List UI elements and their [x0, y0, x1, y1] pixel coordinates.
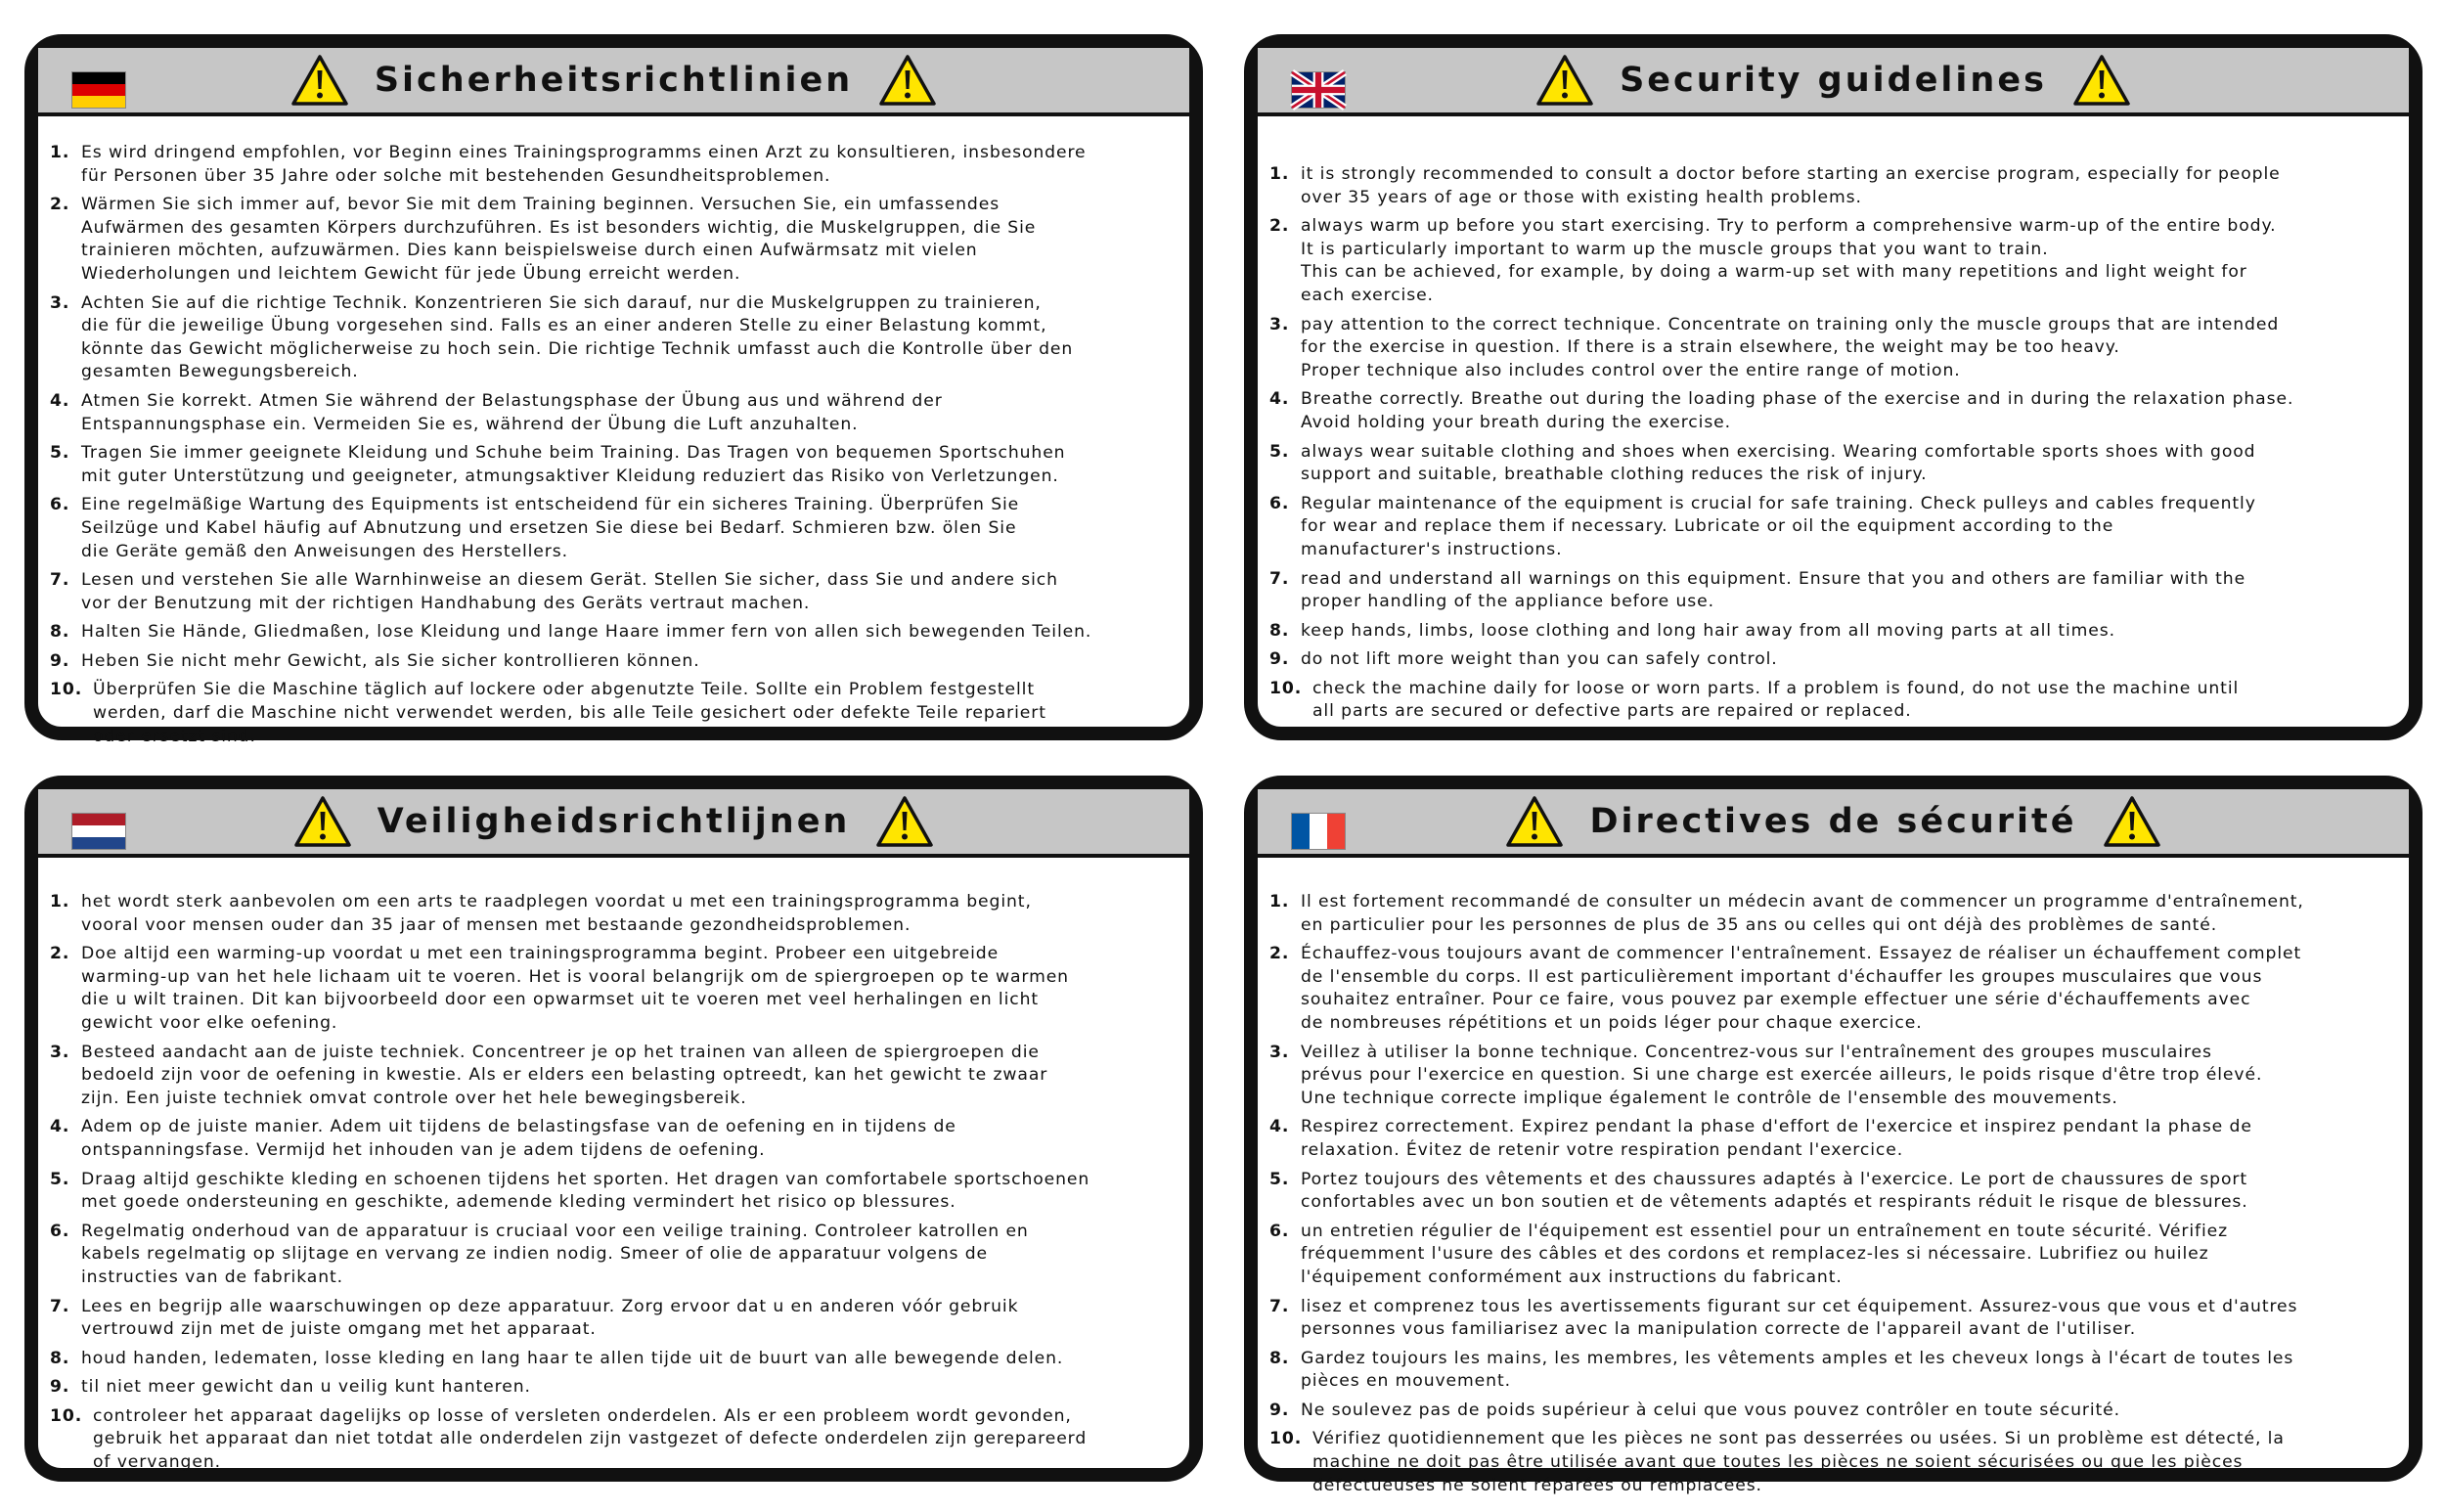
guideline-text: Besteed aandacht aan de juiste techniek. Concentreer je op het trainen van alleen de spiergroepen die bedoeld zijn voor de oefening in kwestie. Als er elders een belasting optreedt, kan het gewicht te zwaar zijn. Een juiste techniek omvat controle over het hele bewegingsbereik.: [81, 1042, 1048, 1108]
guideline-text: Gardez toujours les mains, les membres, les vêtements amples et les cheveux longs à l'écart de toutes les pièces en mouvement.: [1301, 1348, 2294, 1392]
guideline-item: [50, 1169, 1176, 1215]
guideline-number: 4.: [50, 390, 70, 411]
warning-icon: [290, 54, 349, 107]
guideline-item: [50, 1405, 1176, 1475]
guideline-text: check the machine daily for loose or worn parts. If a problem is found, do not use the machine until all parts are secured or defective parts are repaired or replaced.: [1312, 678, 2240, 722]
panel-header: [1258, 48, 2409, 116]
guideline-number: 10.: [50, 1405, 83, 1426]
guideline-number: 1.: [1269, 892, 1290, 912]
guideline-number: 9.: [1269, 1400, 1290, 1420]
guideline-number: 5.: [50, 1169, 70, 1189]
guideline-number: 2.: [50, 195, 70, 215]
guideline-text: Lees en begrijp alle waarschuwingen op deze apparatuur. Zorg ervoor dat u en anderen vóór gebruik vertrouwd zijn met de juiste omgang met het apparaat.: [81, 1296, 1019, 1340]
guideline-number: 5.: [50, 443, 70, 464]
guideline-text: it is strongly recommended to consult a doctor before starting an exercise program, especially for people over 35 years of age or those with existing health problems.: [1301, 164, 2281, 207]
guideline-number: 5.: [1269, 441, 1290, 462]
guideline-number: 10.: [1269, 678, 1303, 698]
guideline-list: [1269, 891, 2395, 1503]
guideline-number: 9.: [50, 1377, 70, 1398]
guideline-number: 6.: [50, 1221, 70, 1241]
guideline-item: [1269, 891, 2395, 937]
guideline-text: til niet meer gewicht dan u veilig kunt hanteren.: [81, 1377, 531, 1398]
guideline-text: Draag altijd geschikte kleding en schoenen tijdens het sporten. Het dragen van comfortabele sportschoenen met goede ondersteuning en geschikte, ademende kleding vermindert het risico op blessures.: [81, 1169, 1090, 1213]
guideline-number: 6.: [50, 495, 70, 515]
guideline-item: [1269, 1169, 2395, 1215]
guideline-text: always warm up before you start exercising. Try to perform a comprehensive warm-up of the entire body. It is particularly important to warm up the muscle groups that you want to train. This can be achieved, for example, by doing a warm-up set with many repetitions and light weight for each exercise.: [1301, 216, 2277, 305]
guideline-list: [50, 142, 1176, 754]
guideline-item: [1269, 1400, 2395, 1423]
warning-icon: [878, 54, 937, 107]
guideline-number: 3.: [1269, 1042, 1290, 1062]
guideline-item: [1269, 1116, 2395, 1162]
guideline-number: 10.: [1269, 1429, 1303, 1449]
guideline-text: Ne soulevez pas de poids supérieur à celui que vous pouvez contrôler en toute sécurité.: [1301, 1400, 2120, 1420]
guideline-number: 3.: [1269, 314, 1290, 334]
guideline-item: [1269, 215, 2395, 307]
guideline-text: houd handen, ledematen, losse kleding en lang haar te allen tijde uit de buurt van alle bewegende delen.: [81, 1348, 1064, 1368]
guideline-item: [50, 1348, 1176, 1371]
guideline-item: [1269, 314, 2395, 383]
guideline-number: 1.: [50, 143, 70, 162]
guideline-item: [50, 142, 1176, 188]
guideline-number: 6.: [1269, 493, 1290, 513]
guideline-text: Wärmen Sie sich immer auf, bevor Sie mit dem Training beginnen. Versuchen Sie, ein umfassendes Aufwärmen des gesamten Körpers durchzuführen. Es ist besonders wichtig, die Muskelgruppen, die Sie trainieren möchten, aufzuwärmen. Dies kann beispielsweise durch einen Aufwärmsatz mit vielen Wiederholungen und leichtem Gewicht für jede Übung erreicht werden.: [81, 195, 1037, 284]
guideline-text: read and understand all warnings on this equipment. Ensure that you and others are familiar with the proper handling of the appliance before use.: [1301, 568, 2246, 612]
panel-english: [1244, 34, 2423, 740]
guideline-text: keep hands, limbs, loose clothing and long hair away from all moving parts at all times.: [1301, 620, 2115, 641]
panel-french: [1244, 776, 2423, 1495]
guideline-text: Heben Sie nicht mehr Gewicht, als Sie sicher kontrollieren können.: [81, 650, 700, 671]
panel-header: [38, 789, 1189, 858]
panel-german: [24, 34, 1203, 746]
warning-icon: [2103, 795, 2161, 848]
guideline-item: [50, 390, 1176, 436]
panel-title: Directives de sécurité: [1589, 802, 2077, 841]
guideline-item: [1269, 163, 2395, 209]
guideline-number: 7.: [50, 570, 70, 591]
panel-title: Veiligheidsrichtlijnen: [377, 802, 851, 841]
guideline-number: 2.: [50, 944, 70, 964]
guideline-text: un entretien régulier de l'équipement est essentiel pour un entraînement en toute sécurité. Vérifiez fréquemment l'usure des câbles et des cordons et remplacez-les si nécessaire. Lubrifiez ou huilez l'équipement conformément aux instructions du fabricant.: [1301, 1221, 2229, 1287]
guideline-number: 6.: [1269, 1221, 1290, 1241]
guideline-item: [1269, 620, 2395, 644]
guideline-item: [50, 194, 1176, 286]
guideline-item: [1269, 1221, 2395, 1290]
guideline-number: 5.: [1269, 1169, 1290, 1189]
panel-header: [1258, 789, 2409, 858]
guideline-text: Lesen und verstehen Sie alle Warnhinweise an diesem Gerät. Stellen Sie sicher, dass Sie und andere sich vor der Benutzung mit der richtigen Handhabung des Geräts vertraut machen.: [81, 570, 1058, 613]
guideline-text: Regular maintenance of the equipment is crucial for safe training. Check pulleys and cables frequently for wear and replace them if necessary. Lubricate or oil the equipment according to the manufacturer's instructions.: [1301, 493, 2256, 559]
panel-title: Security guidelines: [1620, 61, 2047, 100]
guideline-text: Überprüfen Sie die Maschine täglich auf lockere oder abgenutzte Teile. Sollte ein Problem festgestellt werden, darf die Maschine nicht verwendet werden, bis alle Teile gesichert oder defekte Teile repariert oder ersetzt sind.: [93, 680, 1046, 746]
guideline-text: Respirez correctement. Expirez pendant la phase d'effort de l'exercice et inspirez pendant la phase de relaxation. Évitez de retenir votre respiration pendant l'exercice.: [1301, 1117, 2252, 1160]
warning-icon: [1505, 795, 1564, 848]
guideline-number: 4.: [1269, 389, 1290, 410]
guideline-text: Échauffez-vous toujours avant de commencer l'entraînement. Essayez de réaliser un échauffement complet de l'ensemble du corps. Il est particulièrement important d'échauffer les groupes musculaires que vous souhaitez entraîner. Pour ce faire, vous pouvez par exemple effectuer une série d'échauffements avec de nombreuses répétitions et un poids léger pour chaque exercice.: [1301, 944, 2302, 1033]
guideline-text: Vérifiez quotidiennement que les pièces ne sont pas desserrées ou usées. Si un problème est détecté, la machine ne doit pas être utilisée avant que toutes les pièces ne soient sécurisées ou que les pièces défectueuses ne soient réparées ou remplacées.: [1312, 1429, 2285, 1495]
guideline-number: 9.: [1269, 649, 1290, 670]
guideline-text: Veillez à utiliser la bonne technique. Concentrez-vous sur l'entraînement des groupes musculaires prévus pour l'exercice en question. Si une charge est exercée ailleurs, le poids risque d'être trop élevé. Une technique correcte implique également le contrôle de l'ensemble des mouvements.: [1301, 1042, 2263, 1108]
guideline-text: controleer het apparaat dagelijks op losse of versleten onderdelen. Als er een probleem wordt gevonden, gebruik het apparaat dan niet totdat alle onderdelen zijn vastgezet of defecte onderdelen zijn gerepareerd of vervangen.: [93, 1405, 1088, 1473]
warning-icon: [1535, 54, 1594, 107]
guideline-text: do not lift more weight than you can safely control.: [1301, 649, 1778, 670]
guideline-number: 3.: [50, 292, 70, 313]
panel-dutch: [24, 776, 1203, 1482]
guideline-number: 9.: [50, 650, 70, 671]
guideline-item: [1269, 648, 2395, 672]
guideline-list: [1269, 163, 2395, 730]
guideline-text: always wear suitable clothing and shoes when exercising. Wearing comfortable sports shoes with good support and suitable, breathable clothing reduces the risk of injury.: [1301, 441, 2256, 485]
guideline-text: Regelmatig onderhoud van de apparatuur is cruciaal voor een veilige training. Controleer katrollen en kabels regelmatig op slijtage en vervang ze indien nodig. Smeer of olie de apparatuur volgens de instructies van de fabrikant.: [81, 1221, 1029, 1287]
guideline-text: Portez toujours des vêtements et des chaussures adaptés à l'exercice. Le port de chaussures de sport confortables avec un bon soutien et de vêtements adaptés et respirants réduit le risque de blessures.: [1301, 1169, 2248, 1213]
guideline-number: 7.: [50, 1296, 70, 1316]
guideline-item: [50, 621, 1176, 645]
guideline-number: 8.: [1269, 620, 1290, 641]
guideline-item: [1269, 1428, 2395, 1497]
guideline-item: [50, 679, 1176, 748]
guideline-number: 1.: [1269, 164, 1290, 184]
guideline-item: [50, 1221, 1176, 1290]
guideline-text: pay attention to the correct technique. Concentrate on training only the muscle groups that are intended for the exercise in question. If there is a strain elsewhere, the weight may be too heavy. Proper technique also includes control over the entire range of motion.: [1301, 314, 2280, 380]
guideline-item: [50, 442, 1176, 488]
guideline-text: Halten Sie Hände, Gliedmaßen, lose Kleidung und lange Haare immer fern von allen sich bewegenden Teilen.: [81, 622, 1092, 643]
guideline-number: 4.: [1269, 1117, 1290, 1137]
guideline-text: Adem op de juiste manier. Adem uit tijdens de belastingsfase van de oefening en in tijdens de ontspanningsfase. Vermijd het inhouden van je adem tijdens de oefening.: [81, 1117, 956, 1160]
guideline-item: [50, 569, 1176, 615]
guideline-text: Atmen Sie korrekt. Atmen Sie während der Belastungsphase der Übung aus und während der Entspannungsphase ein. Vermeiden Sie es, während der Übung die Luft anzuhalten.: [81, 390, 943, 434]
warning-icon: [2072, 54, 2131, 107]
guideline-item: [1269, 1348, 2395, 1394]
guideline-number: 1.: [50, 892, 70, 912]
guideline-item: [1269, 1042, 2395, 1111]
guideline-item: [1269, 568, 2395, 614]
guideline-number: 4.: [50, 1117, 70, 1137]
guideline-item: [50, 1296, 1176, 1342]
guideline-text: Breathe correctly. Breathe out during the loading phase of the exercise and in during the relaxation phase. Avoid holding your breath during the exercise.: [1301, 389, 2294, 432]
guideline-number: 3.: [50, 1042, 70, 1062]
guideline-item: [50, 891, 1176, 937]
guideline-number: 8.: [1269, 1348, 1290, 1368]
guideline-number: 7.: [1269, 1296, 1290, 1316]
guideline-text: Achten Sie auf die richtige Technik. Konzentrieren Sie sich darauf, nur die Muskelgruppen zu trainieren, die für die jeweilige Übung vorgesehen sind. Falls es an einer anderen Stelle zu einer Belastung kommt, könnte das Gewicht möglicherweise zu hoch sein. Die richtige Technik umfasst auch die Kontrolle über den gesamten Bewegungsbereich.: [81, 292, 1074, 382]
guideline-item: [50, 1116, 1176, 1162]
guideline-item: [50, 292, 1176, 384]
guideline-item: [50, 1376, 1176, 1400]
guideline-number: 7.: [1269, 568, 1290, 589]
guideline-text: Il est fortement recommandé de consulter un médecin avant de commencer un programme d'entraînement, en particulier pour les personnes de plus de 35 ans ou celles qui ont déjà des problèmes de santé.: [1301, 892, 2304, 935]
guideline-item: [50, 1042, 1176, 1111]
guideline-item: [1269, 493, 2395, 562]
guideline-text: Eine regelmäßige Wartung des Equipments ist entscheidend für ein sicheres Training. Überprüfen Sie Seilzüge und Kabel häufig auf Abnutzung und ersetzen Sie diese bei Bedarf. Schmieren bzw. ölen Sie die Geräte gemäß den Anweisungen des Herstellers.: [81, 495, 1020, 561]
guideline-number: 8.: [50, 622, 70, 643]
guideline-list: [50, 891, 1176, 1481]
guideline-item: [1269, 943, 2395, 1035]
guideline-number: 2.: [1269, 216, 1290, 237]
warning-icon: [293, 795, 352, 848]
guideline-item: [1269, 1296, 2395, 1342]
guideline-text: Tragen Sie immer geeignete Kleidung und Schuhe beim Training. Das Tragen von bequemen Sportschuhen mit guter Unterstützung und geeigneter, atmungsaktiver Kleidung reduziert das Risiko von Verletzungen.: [81, 443, 1066, 486]
guideline-text: het wordt sterk aanbevolen om een arts te raadplegen voordat u met een trainingsprogramma begint, vooral voor mensen ouder dan 35 jaar of mensen met bestaande gezondheidsproblemen.: [81, 892, 1032, 935]
guideline-number: 8.: [50, 1348, 70, 1368]
guideline-text: lisez et comprenez tous les avertissements figurant sur cet équipement. Assurez-vous que vous et d'autres personnes vous familiarisez avec la manipulation correcte de l'appareil avant de l'utiliser.: [1301, 1296, 2298, 1340]
guideline-number: 2.: [1269, 944, 1290, 964]
panel-title: Sicherheitsrichtlinien: [374, 61, 854, 100]
guideline-item: [1269, 678, 2395, 724]
guideline-item: [50, 650, 1176, 674]
guideline-item: [1269, 388, 2395, 434]
guideline-text: Es wird dringend empfohlen, vor Beginn eines Trainingsprogramms einen Arzt zu konsultieren, insbesondere für Personen über 35 Jahre oder solche mit bestehenden Gesundheitsproblemen.: [81, 143, 1087, 186]
guideline-text: Doe altijd een warming-up voordat u met een trainingsprogramma begint. Probeer een uitgebreide warming-up van het hele lichaam uit te voeren. Het is vooral belangrijk om de spiergroepen op te warmen die u wilt trainen. Dit kan bijvoorbeeld door een opwarmset uit te voeren met veel herhalingen en licht gewicht voor elke oefening.: [81, 944, 1069, 1033]
guideline-number: 10.: [50, 680, 83, 700]
panel-header: [38, 48, 1189, 116]
guideline-item: [50, 494, 1176, 563]
guideline-item: [50, 943, 1176, 1035]
guideline-item: [1269, 441, 2395, 487]
warning-icon: [875, 795, 934, 848]
